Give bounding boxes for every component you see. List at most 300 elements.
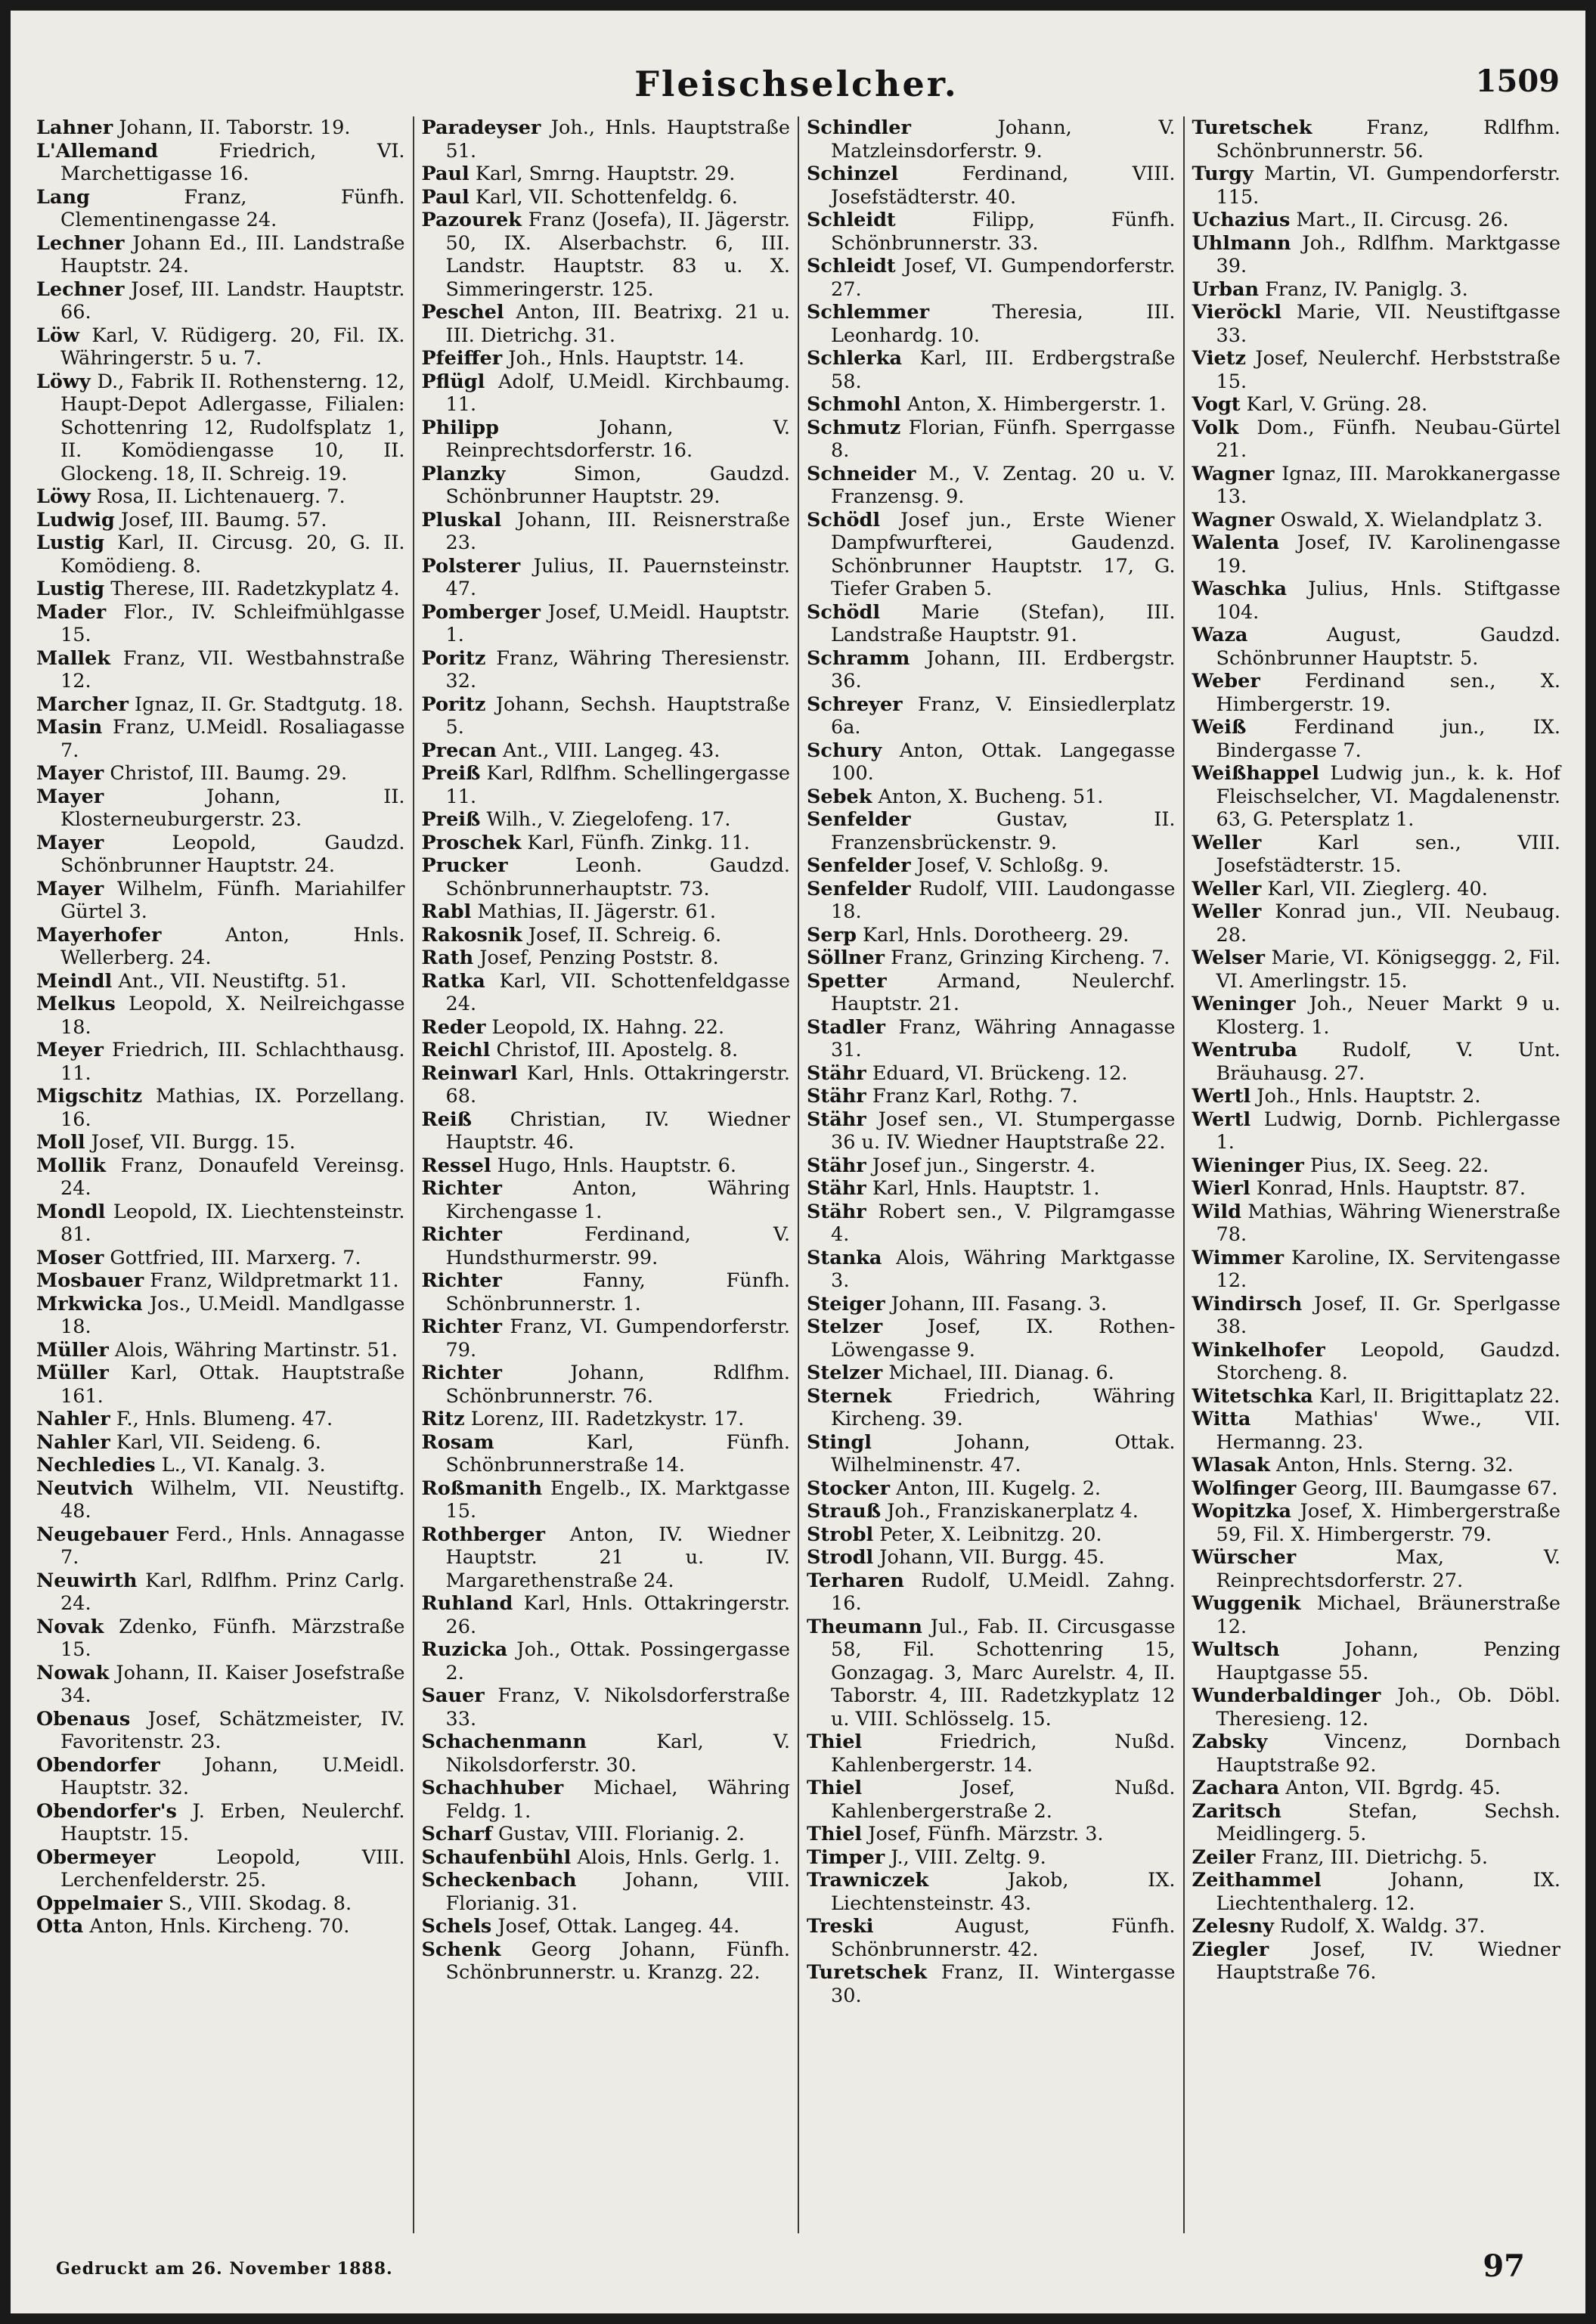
directory-entry (422, 1869, 791, 1915)
directory-entry (422, 854, 791, 900)
entry-name: Mayer (36, 831, 104, 854)
entry-details: Friedrich, Währing Kircheng. 39. (831, 1384, 1176, 1430)
entry-details: Franz (Josefa), II. Jägerstr. 50, IX. Alserbachstr. 6, III. Landstr. Hauptstr. 83 u. X. Simmeringerstr. 125. (445, 209, 790, 301)
entry-name: Mader (36, 600, 107, 624)
entry-name: Wuggenik (1192, 1592, 1301, 1615)
directory-entry (422, 1362, 791, 1408)
entry-name: Lang (36, 185, 90, 209)
directory-entry (36, 693, 405, 717)
directory-entry (807, 347, 1176, 393)
entry-name: Reichl (421, 1039, 491, 1061)
entry-details: Rudolf, X. Waldg. 37. (1280, 1915, 1486, 1938)
entry-name: Wentruba (1192, 1039, 1297, 1061)
entry-name: Stähr (807, 1108, 866, 1131)
column-3 (799, 116, 1185, 2233)
entry-name: Wolfinger (1192, 1477, 1297, 1500)
directory-entry (1192, 1846, 1561, 1870)
entry-details: Karl, VII. Schottenfeldg. 6. (475, 185, 738, 209)
entry-details: Dom., Fünfh. Neubau-Gürtel 21. (1216, 416, 1560, 462)
entry-details: Anton, III. Kugelg. 2. (896, 1477, 1102, 1500)
entry-details: Zdenko, Fünfh. Märzstraße 15. (60, 1615, 405, 1661)
entry-name: Neugebauer (36, 1523, 169, 1546)
directory-entry (36, 1201, 405, 1247)
directory-entry (422, 1108, 791, 1154)
entry-details: Karl, II. Circusg. 20, G. II. Komödieng. 8. (60, 531, 405, 578)
directory-entry (807, 209, 1176, 255)
entry-name: Zelesny (1192, 1915, 1274, 1938)
entry-details: Anton, III. Beatrixg. 21 u. III. Dietrichg. 31. (445, 301, 790, 347)
entry-details: Pius, IX. Seeg. 22. (1309, 1154, 1489, 1177)
directory-entry (807, 647, 1176, 693)
entry-name: Pazourek (421, 209, 522, 231)
entry-name: Senfelder (807, 808, 911, 831)
sheet-signature: 97 (1483, 2248, 1525, 2284)
directory-entry (422, 1731, 791, 1777)
directory-entry (36, 1754, 405, 1800)
entry-name: Philipp (421, 416, 499, 439)
entry-details: Josef, Schätzmeister, IV. Favoritenstr. 23. (60, 1707, 405, 1753)
entry-name: Meyer (36, 1039, 104, 1061)
directory-entry (36, 832, 405, 878)
entry-name: Nahler (36, 1408, 110, 1430)
entry-details: Friedrich, VI. Marchettigasse 16. (60, 139, 405, 185)
entry-name: Scheckenbach (421, 1869, 577, 1892)
entry-details: Johann, V. Reinprechtsdorferstr. 16. (445, 416, 790, 462)
directory-entry (807, 1823, 1176, 1846)
entry-details: Johann, Rdlfhm. Schönbrunnerstr. 76. (445, 1362, 790, 1408)
entry-details: Martin, VI. Gumpendorferstr. 115. (1216, 163, 1560, 209)
entry-details: Franz, Währing Theresienstr. 32. (445, 646, 791, 693)
entry-name: Stähr (807, 1061, 866, 1085)
entry-name: Schreyer (807, 693, 903, 716)
entry-details: Leopold, IX. Hahng. 22. (491, 1015, 725, 1039)
entry-details: Johann, II. Taborstr. 19. (119, 116, 351, 139)
entry-name: Paul (421, 185, 470, 209)
directory-entry (1192, 1638, 1561, 1684)
entry-name: Schlemmer (807, 301, 930, 324)
entry-name: Schleidt (807, 255, 896, 277)
entry-details: Marie, VI. Königseggg. 2, Fil. VI. Amerlingstr. 15. (1216, 947, 1560, 993)
entry-name: Mayerhofer (36, 923, 162, 947)
entry-name: Wieninger (1192, 1154, 1304, 1177)
entry-name: Zaritsch (1192, 1799, 1281, 1823)
entry-details: Johann, II. Klosterneuburgerstr. 23. (60, 785, 405, 831)
entry-name: Thiel (807, 1777, 863, 1799)
entry-name: Schödl (807, 508, 881, 531)
entry-name: Wild (1192, 1200, 1241, 1223)
column-1 (29, 116, 414, 2233)
entry-name: Stelzer (807, 1315, 883, 1338)
entry-details: Johann, U.Meidl. Hauptstr. 32. (60, 1753, 405, 1799)
directory-entry (1192, 762, 1561, 832)
entry-details: D., Fabrik II. Rothensterng. 12, Haupt-Depot Adlergasse, Filialen: Schottenring 12, Rudolfsplatz 1, II. Komödiengasse 10, II. Glockeng. 18, II. Schreig. 19. (60, 370, 405, 485)
entry-name: Senfelder (807, 854, 911, 877)
directory-entry (36, 531, 405, 578)
entry-name: Sauer (421, 1684, 485, 1707)
entry-name: Pomberger (421, 600, 541, 624)
directory-entry (422, 1777, 791, 1823)
entry-details: Karl, VII. Schottenfeldgasse 24. (445, 969, 790, 1015)
entry-name: Poritz (421, 693, 486, 716)
entry-name: Witta (1192, 1408, 1251, 1430)
entry-name: Proschek (421, 831, 522, 854)
entry-details: Joh., Hnls. Hauptstr. 14. (508, 347, 745, 370)
entry-details: Karl, Hnls. Hauptstr. 1. (872, 1177, 1100, 1200)
entry-name: Strobl (807, 1523, 874, 1546)
entry-name: Schachhuber (421, 1777, 564, 1799)
entry-name: Wagner (1192, 462, 1275, 485)
directory-entry (36, 1431, 405, 1455)
entry-details: Anton, Währing Kirchengasse 1. (445, 1177, 790, 1223)
entry-details: Johann, Penzing Hauptgasse 55. (1216, 1638, 1560, 1684)
entry-name: Wunderbaldinger (1192, 1684, 1381, 1707)
directory-entry (36, 601, 405, 647)
directory-entry (807, 116, 1176, 163)
entry-details: Josef, Nußd. Kahlenbergerstraße 2. (831, 1777, 1176, 1823)
entry-name: Volk (1192, 416, 1239, 439)
directory-entry (36, 324, 405, 370)
directory-entry (807, 1362, 1176, 1385)
entry-name: Weller (1192, 877, 1262, 900)
entry-details: Joh., Ob. Döbl. Theresieng. 12. (1216, 1684, 1560, 1731)
entry-name: Rakosnik (421, 923, 522, 947)
directory-entry (422, 555, 791, 601)
entry-name: Weißhappel (1192, 762, 1319, 785)
directory-entry (36, 1247, 405, 1270)
directory-entry (807, 1731, 1176, 1777)
entry-details: Franz, V. Nikolsdorferstraße 33. (445, 1684, 790, 1731)
directory-entry (1192, 163, 1561, 209)
entry-details: Christof, III. Apostelg. 8. (496, 1039, 739, 1061)
entry-name: Roßmanith (421, 1477, 543, 1500)
entry-name: Rosam (421, 1430, 494, 1454)
directory-entry (422, 1154, 791, 1178)
entry-name: Ratka (421, 969, 485, 993)
directory-entry (807, 1062, 1176, 1086)
entry-name: Strauß (807, 1500, 882, 1523)
entry-details: Alois, Hnls. Gerlg. 1. (577, 1845, 780, 1869)
entry-details: Friedrich, III. Schlachthausg. 11. (60, 1039, 405, 1085)
entry-name: Weller (1192, 900, 1262, 923)
directory-entry (1192, 1339, 1561, 1385)
entry-details: Josef, IV. Wiedner Hauptstraße 76. (1216, 1938, 1560, 1984)
entry-details: Ant., VIII. Langeg. 43. (503, 739, 721, 762)
directory-entry (1192, 716, 1561, 762)
directory-entry (807, 255, 1176, 301)
entry-name: Mrkwicka (36, 1292, 143, 1315)
directory-entry (807, 1569, 1176, 1616)
directory-entry (1192, 347, 1561, 393)
entry-details: Josef, IX. Rothen-Löwengasse 9. (831, 1315, 1176, 1362)
entry-details: Wilh., V. Ziegelofeng. 17. (486, 808, 731, 831)
directory-entry (422, 1039, 791, 1062)
entry-details: Karoline, IX. Servitengasse 12. (1216, 1246, 1560, 1292)
directory-entry (422, 1938, 791, 1985)
directory-entry (36, 1339, 405, 1362)
directory-entry (36, 993, 405, 1039)
entry-details: Leopold, VIII. Lerchenfelderstr. 25. (60, 1845, 405, 1892)
entry-name: Stähr (807, 1085, 866, 1108)
entry-name: Wierl (1192, 1177, 1250, 1200)
directory-entry (422, 209, 791, 301)
directory-entry (422, 186, 791, 209)
entry-name: Trawniczek (807, 1869, 929, 1892)
entry-details: Robert sen., V. Pilgramgasse 4. (831, 1200, 1176, 1246)
entry-details: Lorenz, III. Radetzkystr. 17. (470, 1408, 745, 1430)
entry-details: Rosa, II. Lichtenauerg. 7. (96, 485, 346, 508)
entry-details: Christian, IV. Wiedner Hauptstr. 46. (445, 1108, 790, 1154)
entry-details: Mathias, II. Jägerstr. 61. (477, 900, 716, 923)
directory-entry (807, 463, 1176, 509)
entry-details: Karl, Ottak. Hauptstraße 161. (60, 1362, 405, 1408)
entry-name: Ressel (421, 1154, 491, 1177)
entry-details: Josef, Neulerchf. Herbststraße 15. (1216, 347, 1560, 393)
directory-entry (807, 163, 1176, 209)
directory-entry (1192, 116, 1561, 163)
directory-entry (36, 509, 405, 532)
entry-name: Wertl (1192, 1108, 1251, 1131)
directory-entry (422, 647, 791, 693)
directory-entry (1192, 832, 1561, 878)
entry-name: Lahner (36, 116, 113, 139)
entry-name: Preiß (421, 762, 481, 785)
entry-details: Marie (Stefan), III. Landstraße Hauptstr. 91. (831, 600, 1176, 646)
directory-entry (36, 116, 405, 140)
entry-name: Vogt (1192, 393, 1241, 416)
entry-details: Mathias, IX. Porzellang. 16. (60, 1085, 405, 1131)
directory-entry (1192, 301, 1561, 347)
directory-entry (36, 762, 405, 786)
entry-details: Ignaz, III. Marokkanergasse 13. (1216, 462, 1561, 508)
directory-entry (1192, 947, 1561, 993)
entry-details: Ferd., Hnls. Annagasse 7. (60, 1523, 405, 1569)
entry-name: Stähr (807, 1154, 866, 1177)
directory-entry (36, 578, 405, 601)
entry-name: Theumann (807, 1615, 922, 1638)
entry-name: Wertl (1192, 1085, 1251, 1108)
directory-entry (36, 232, 405, 278)
directory-entry (422, 463, 791, 509)
entry-name: Reiß (421, 1108, 472, 1131)
entry-name: Richter (421, 1177, 502, 1200)
directory-entry (422, 509, 791, 555)
entry-details: Joh., Neuer Markt 9 u. Klosterg. 1. (1216, 993, 1560, 1039)
entry-details: Karl, Fünfh. Schönbrunnerstraße 14. (445, 1430, 790, 1477)
entry-details: Franz, Grinzing Kircheng. 7. (891, 947, 1170, 969)
entry-details: Ferdinand jun., IX. Bindergasse 7. (1216, 716, 1560, 762)
entry-name: Richter (421, 1223, 502, 1246)
entry-name: Peschel (421, 301, 504, 324)
entry-details: Max, V. Reinprechtsdorferstr. 27. (1216, 1546, 1560, 1592)
directory-entry (422, 1016, 791, 1040)
entry-name: Zabsky (1192, 1731, 1268, 1753)
entry-name: Wultsch (1192, 1638, 1280, 1661)
entry-details: Karl, III. Erdbergstraße 58. (831, 347, 1176, 393)
entry-name: Richter (421, 1269, 502, 1292)
entry-details: Mart., II. Circusg. 26. (1296, 209, 1509, 231)
entry-details: Mathias, Währing Wienerstraße 78. (1216, 1200, 1560, 1246)
entry-details: F., Hnls. Blumeng. 47. (116, 1408, 333, 1430)
directory-entry (422, 1177, 791, 1223)
directory-entry (422, 301, 791, 347)
entry-name: Obenaus (36, 1707, 131, 1731)
entry-details: Oswald, X. Wielandplatz 3. (1280, 508, 1543, 531)
entry-name: Terharen (807, 1569, 904, 1592)
entry-name: Reder (421, 1015, 486, 1039)
entry-details: Simon, Gaudzd. Schönbrunner Hauptstr. 29. (445, 462, 790, 508)
entry-name: Steiger (807, 1292, 885, 1315)
entry-details: Ferdinand, VIII. Josefstädterstr. 40. (831, 163, 1176, 209)
directory-entry (1192, 1731, 1561, 1777)
entry-name: Schödl (807, 600, 881, 624)
entry-name: Schinzel (807, 163, 899, 185)
entry-name: Mosbauer (36, 1269, 144, 1292)
directory-entry (422, 832, 791, 855)
entry-name: Schmutz (807, 416, 901, 439)
page-header (33, 64, 1560, 116)
entry-name: Turetschek (1192, 116, 1312, 139)
entry-name: Paul (421, 163, 470, 185)
entry-details: Leopold, Gaudzd. Schönbrunner Hauptstr. 24. (60, 831, 405, 877)
entry-details: Armand, Neulerchf. Hauptstr. 21. (831, 969, 1176, 1015)
entry-name: Moser (36, 1246, 104, 1269)
entry-details: Karl, Fünfh. Zinkg. 11. (527, 831, 750, 854)
entry-name: Rath (421, 947, 474, 969)
directory-entry (36, 140, 405, 186)
directory-entry (1192, 1546, 1561, 1592)
entry-name: Moll (36, 1131, 85, 1154)
directory-entry (1192, 1039, 1561, 1085)
directory-entry (36, 1293, 405, 1339)
directory-entry (807, 1315, 1176, 1362)
entry-details: Konrad, Hnls. Hauptstr. 87. (1256, 1177, 1526, 1200)
entry-name: Mayer (36, 877, 104, 900)
entry-name: Rabl (421, 900, 472, 923)
directory-entry (36, 1477, 405, 1523)
entry-details: Filipp, Fünfh. Schönbrunnerstr. 33. (831, 209, 1176, 255)
entry-details: Karl, Hnls. Dorotheerg. 29. (863, 923, 1130, 947)
directory-entry (36, 1892, 405, 1916)
entry-name: Ruzicka (421, 1638, 508, 1661)
column-4 (1185, 116, 1569, 2233)
directory-entry (807, 301, 1176, 347)
directory-entry (807, 1777, 1176, 1823)
directory-entry (422, 163, 791, 186)
entry-details: Ferdinand sen., X. Himbergerstr. 19. (1216, 670, 1561, 716)
directory-entry (807, 1846, 1176, 1870)
directory-entry (36, 1454, 405, 1477)
entry-name: Pflügl (421, 370, 485, 393)
entry-name: Ruhland (421, 1592, 513, 1615)
directory-entry (1192, 1454, 1561, 1477)
entry-details: Franz, IV. Paniglg. 3. (1265, 277, 1468, 301)
entry-details: Christof, III. Baumg. 29. (110, 762, 348, 785)
directory-entry (807, 693, 1176, 739)
entry-name: Stingl (807, 1430, 872, 1454)
entry-details: Alois, Währing Martinstr. 51. (114, 1338, 398, 1362)
directory-entry (422, 1223, 791, 1269)
directory-entry (807, 786, 1176, 809)
directory-entry (36, 485, 405, 509)
entry-name: Neuwirth (36, 1569, 138, 1592)
directory-entry (807, 878, 1176, 924)
directory-entry (36, 1569, 405, 1616)
entry-name: Schleidt (807, 209, 896, 231)
directory-entry (807, 1500, 1176, 1523)
entry-details: Franz Karl, Rothg. 7. (872, 1085, 1078, 1108)
entry-name: Wagner (1192, 508, 1275, 531)
entry-name: Lustig (36, 531, 105, 554)
entry-name: Reinwarl (421, 1061, 518, 1085)
entry-details: Karl sen., VIII. Josefstädterstr. 15. (1216, 831, 1560, 877)
entry-name: Schaufenbühl (421, 1845, 572, 1869)
entry-details: Joh., Hnls. Hauptstr. 2. (1257, 1085, 1481, 1108)
entry-name: Urban (1192, 277, 1260, 301)
entry-name: Wimmer (1192, 1246, 1284, 1269)
entry-name: Sternek (807, 1384, 892, 1408)
directory-entry (422, 924, 791, 947)
entry-name: Precan (421, 739, 497, 762)
directory-entry (1192, 1800, 1561, 1846)
directory-entry (36, 924, 405, 970)
entry-details: Gottfried, III. Marxerg. 7. (110, 1246, 361, 1269)
entry-name: Schury (807, 739, 882, 762)
entry-details: Johann Ed., III. Landstraße Hauptstr. 24. (60, 231, 405, 277)
entry-details: Johann, II. Kaiser Josefstraße 34. (60, 1661, 405, 1707)
entry-name: Migschitz (36, 1085, 143, 1108)
entry-details: Michael, Währing Feldg. 1. (445, 1777, 790, 1823)
directory-entry (36, 1085, 405, 1131)
entry-name: Zachara (1192, 1777, 1280, 1799)
entry-details: Josef, II. Schreig. 6. (528, 923, 722, 947)
directory-entry (807, 1431, 1176, 1477)
entry-details: Konrad jun., VII. Neubaug. 28. (1216, 900, 1560, 947)
entry-name: Waza (1192, 624, 1248, 646)
entry-name: Müller (36, 1338, 109, 1362)
entry-name: Schachenmann (421, 1731, 587, 1753)
entry-details: Karl, Rdlfhm. Schellingergasse 11. (445, 762, 790, 808)
column-2 (414, 116, 800, 2233)
entry-details: Franz, V. Einsiedlerplatz 6a. (831, 693, 1176, 739)
entry-details: Flor., IV. Schleifmühlgasse 15. (60, 600, 405, 646)
directory-entry (36, 786, 405, 832)
entry-name: Uhlmann (1192, 231, 1291, 255)
entry-details: Franz, U.Meidl. Rosaliagasse 7. (60, 716, 405, 762)
entry-details: Johann, V. Matzleinsdorferstr. 9. (831, 116, 1176, 163)
entry-details: Franz, VI. Gumpendorferstr. 79. (445, 1315, 791, 1362)
directory-entry (807, 739, 1176, 786)
directory-entry (807, 1961, 1176, 2007)
entry-details: Karl, Rdlfhm. Prinz Carlg. 24. (60, 1569, 405, 1615)
directory-entry (422, 970, 791, 1016)
entry-name: Schmohl (807, 393, 901, 416)
entry-details: Jakob, IX. Liechtensteinstr. 43. (831, 1869, 1176, 1915)
entry-details: Karl, V. Grüng. 28. (1246, 393, 1428, 416)
directory-entry (422, 1477, 791, 1523)
directory-entry (807, 1201, 1176, 1247)
directory-entry (1192, 878, 1561, 901)
entry-name: Paradeyser (421, 116, 541, 139)
directory-entry (807, 808, 1176, 854)
directory-entry (1192, 393, 1561, 417)
entry-name: Stocker (807, 1477, 891, 1500)
entry-details: Josef, U.Meidl. Hauptstr. 1. (445, 600, 790, 646)
entry-details: August, Fünfh. Schönbrunnerstr. 42. (831, 1915, 1176, 1961)
entry-name: Sebek (807, 785, 872, 808)
entry-details: Karl, Hnls. Ottakringerstr. 26. (445, 1592, 791, 1638)
directory-entry (422, 417, 791, 463)
entry-details: Jul., Fab. II. Circusgasse 58, Fil. Schottenring 15, Gonzagag. 3, Marc Aurelstr. 4, II. Taborstr. 4, III. Radetzkyplatz 12 u. VIII. Schlösselg. 15. (831, 1615, 1176, 1731)
